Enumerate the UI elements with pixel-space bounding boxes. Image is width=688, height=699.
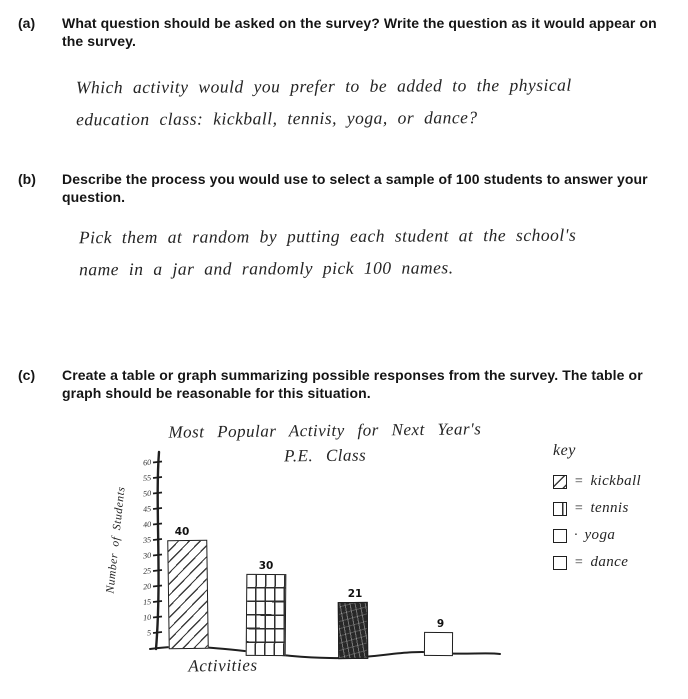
y-tick-label-30: 30: [142, 550, 152, 561]
key-separator: =: [574, 473, 584, 489]
kickball-pattern-swatch-icon: [553, 475, 567, 489]
y-tick-50: [153, 493, 162, 494]
part-a-label: (a): [18, 15, 36, 31]
key-heading: key: [553, 442, 576, 459]
y-axis-line: [156, 452, 159, 649]
chart-title-line-2: P.E. Class: [283, 445, 367, 466]
y-tick-55: [153, 477, 162, 478]
part-a-question-text: What question should be asked on the survey? Write the question as it would appear on the survey.: [62, 15, 657, 50]
answer-b-line-1: Pick them at random by putting each student at the school's: [78, 224, 577, 248]
y-tick-20: [153, 586, 162, 587]
bar-value-yoga: 21: [347, 588, 363, 600]
y-tick-45: [153, 508, 162, 509]
key-separator: =: [574, 554, 584, 570]
bar-value-kickball: 40: [174, 526, 190, 538]
part-b-question-text: Describe the process you would use to select a sample of 100 students to answer your question.: [62, 171, 648, 206]
bar-dance: [424, 632, 453, 656]
y-tick-label-40: 40: [142, 519, 152, 530]
bar-tennis: [246, 574, 287, 656]
y-tick-label-5: 5: [146, 628, 152, 638]
y-tick-25: [153, 570, 162, 571]
bar-value-tennis: 30: [258, 560, 274, 572]
part-c-question-text: Create a table or graph summarizing possible responses from the survey. The table or graph should be reasonable for this situation.: [62, 367, 643, 402]
y-tick-label-60: 60: [142, 457, 152, 468]
y-tick-label-50: 50: [142, 488, 152, 499]
key-entry-dance: [553, 549, 641, 576]
answer-b-line-2: name in a jar and randomly pick 100 names.: [79, 257, 454, 280]
y-tick-label-45: 45: [142, 504, 152, 514]
answer-a-line-1: Which activity would you prefer to be added to the physical: [75, 74, 572, 98]
yoga-pattern-swatch-icon: [553, 529, 567, 543]
y-tick-label-35: 35: [142, 535, 152, 545]
key-entries: [553, 468, 641, 576]
y-axis-label: Number of Students: [104, 485, 128, 595]
y-tick-40: [153, 524, 162, 525]
chart-title-line-1: Most Popular Activity for Next Year's: [168, 419, 482, 442]
y-tick-35: [153, 539, 162, 540]
y-tick-label-20: 20: [142, 581, 152, 592]
bar-kickball: [167, 540, 209, 650]
answer-a-line-2: education class: kickball, tennis, yoga, or dance?: [76, 107, 478, 130]
key-label-dance: dance: [590, 554, 629, 570]
bar-value-dance: 9: [436, 618, 445, 630]
dance-pattern-swatch-icon: [553, 556, 567, 570]
x-axis-label: Activities: [188, 655, 258, 676]
key-label-yoga: yoga: [584, 527, 616, 543]
y-tick-15: [153, 601, 162, 602]
key-separator: =: [574, 500, 584, 516]
tennis-pattern-swatch-icon: [553, 502, 567, 516]
y-tick-5: [153, 632, 162, 633]
y-tick-label-25: 25: [142, 566, 152, 576]
y-tick-label-15: 15: [142, 597, 152, 607]
chart-key: [553, 442, 641, 576]
key-entry-yoga: [553, 522, 641, 549]
key-separator: ·: [574, 527, 578, 543]
key-entry-tennis: [553, 495, 641, 522]
bar-yoga: [338, 602, 368, 659]
key-label-kickball: kickball: [590, 473, 642, 489]
y-tick-30: [153, 555, 162, 556]
y-tick-10: [153, 617, 162, 618]
y-tick-label-55: 55: [142, 473, 152, 483]
y-tick-label-10: 10: [142, 612, 152, 623]
key-entry-kickball: [553, 468, 641, 495]
key-label-tennis: tennis: [590, 500, 629, 516]
chart-title: [142, 416, 509, 470]
part-b-label: (b): [18, 171, 36, 187]
part-c-label: (c): [18, 367, 36, 383]
